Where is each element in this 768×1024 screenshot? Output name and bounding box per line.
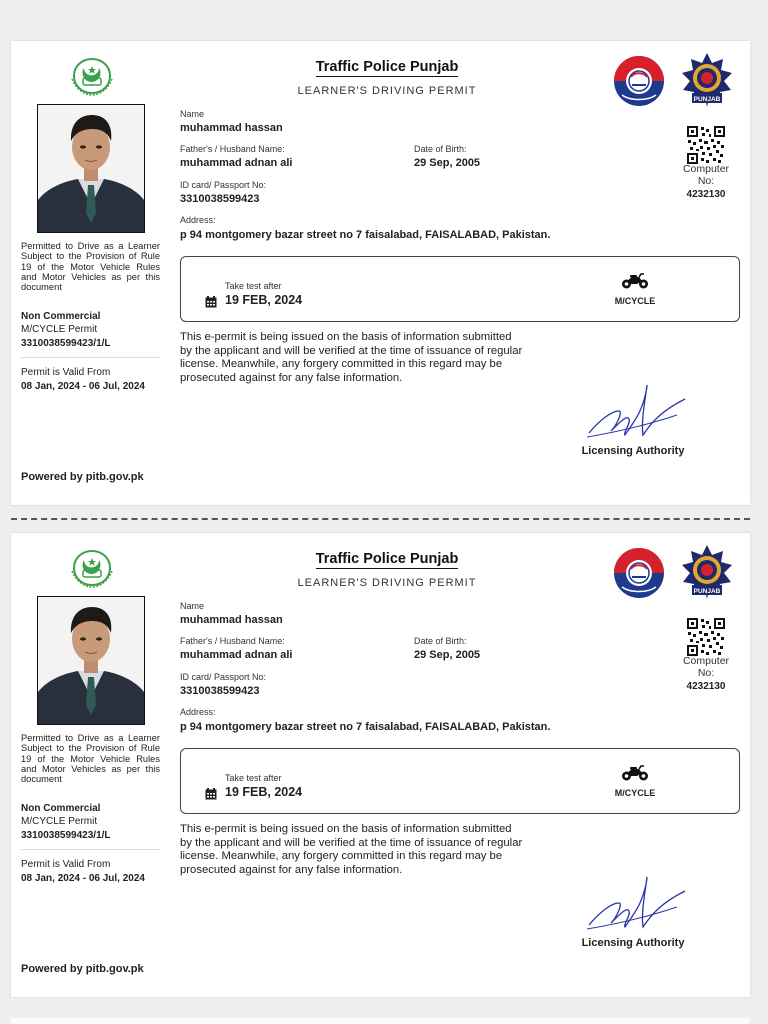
- punjab-police-logo-icon: [612, 55, 666, 107]
- vehicle-type: M/CYCLE: [614, 788, 656, 798]
- punjab-police-logo-icon: [612, 547, 666, 599]
- father-name-value: muhammad adnan ali: [180, 649, 293, 661]
- punjab-govt-logo-icon: [68, 57, 116, 97]
- permit-type: Non Commercial: [21, 803, 101, 814]
- address-value: p 94 montgomery bazar street no 7 faisalabad, FAISALABAD, Pakistan.: [180, 721, 551, 733]
- test-info-box: [180, 748, 740, 814]
- page-title: [287, 550, 487, 569]
- valid-label: Permit is Valid From: [21, 859, 111, 870]
- traffic-police-badge-icon: [679, 543, 735, 601]
- father-name-value: muhammad adnan ali: [180, 157, 293, 169]
- name-label: Name: [180, 601, 205, 611]
- page-title: [287, 58, 487, 77]
- licensing-authority-label: Licensing Authority: [581, 445, 685, 457]
- valid-dates: 08 Jan, 2024 - 06 Jul, 2024: [21, 873, 145, 884]
- valid-dates: 08 Jan, 2024 - 06 Jul, 2024: [21, 381, 145, 392]
- punjab-govt-logo-icon: [68, 549, 116, 589]
- licensing-authority-label: Licensing Authority: [581, 937, 685, 949]
- permit-card-top: [11, 41, 750, 505]
- dob-value: 29 Sep, 2005: [414, 649, 481, 661]
- valid-label: Permit is Valid From: [21, 367, 111, 378]
- permitted-text: Permitted to Drive as a Learner Subject to the Provision of Rule 19 of the Motor Vehicle Rules and Motor Vehicles as per this document: [21, 241, 160, 293]
- powered-by-link[interactable]: Powered by pitb.gov.pk: [21, 963, 144, 975]
- motorcycle-icon: [621, 764, 649, 782]
- powered-by-link[interactable]: Powered by pitb.gov.pk: [21, 471, 144, 483]
- computer-no-label: Computer No:: [682, 163, 730, 187]
- permit-notice: This e-permit is being issued on the basis of information submitted by the applicant and will be verified at the time of issuance of regular license. Meanwhile, any forgery committed in this regard may be prosecuted against for any false information.: [180, 331, 523, 385]
- test-label: Take test after: [225, 281, 282, 291]
- title-text: Traffic Police Punjab: [315, 59, 459, 75]
- father-name-label: Father's / Husband Name:: [180, 636, 285, 646]
- motorcycle-icon: [621, 272, 649, 290]
- dob-label: Date of Birth:: [414, 636, 467, 646]
- dob-value: 29 Sep, 2005: [414, 157, 481, 169]
- calendar-icon: [205, 296, 217, 308]
- qr-code[interactable]: [687, 618, 725, 656]
- id-card-value: 3310038599423: [180, 685, 260, 697]
- permit-number: 3310038599423/1/L: [21, 830, 111, 841]
- computer-no-value: 4232130: [686, 189, 726, 200]
- address-value: p 94 montgomery bazar street no 7 faisalabad, FAISALABAD, Pakistan.: [180, 229, 551, 241]
- name-label: Name: [180, 109, 205, 119]
- permit-subtitle: LEARNER'S DRIVING PERMIT: [297, 577, 477, 589]
- test-date: 19 FEB, 2024: [225, 785, 303, 799]
- traffic-police-badge-icon: [679, 51, 735, 109]
- next-page-edge: [11, 1018, 750, 1024]
- permit-card-bottom: [11, 533, 750, 997]
- name-value: muhammad hassan: [180, 614, 283, 626]
- applicant-photo: [37, 596, 145, 725]
- address-label: Address:: [180, 215, 216, 225]
- name-value: muhammad hassan: [180, 122, 283, 134]
- id-card-label: ID card/ Passport No:: [180, 672, 267, 682]
- qr-code[interactable]: [687, 126, 725, 164]
- permitted-text: Permitted to Drive as a Learner Subject to the Provision of Rule 19 of the Motor Vehicle Rules and Motor Vehicles as per this document: [21, 733, 160, 785]
- father-name-label: Father's / Husband Name:: [180, 144, 285, 154]
- permit-number: 3310038599423/1/L: [21, 338, 111, 349]
- cut-line-divider: [11, 518, 750, 520]
- applicant-photo: [37, 104, 145, 233]
- svg-text:PUNJAB: PUNJAB: [693, 588, 721, 595]
- address-label: Address:: [180, 707, 216, 717]
- authority-signature: [581, 873, 691, 935]
- permit-type: Non Commercial: [21, 311, 101, 322]
- test-info-box: [180, 256, 740, 322]
- permit-subtitle: LEARNER'S DRIVING PERMIT: [297, 85, 477, 97]
- side-divider: [21, 357, 160, 358]
- side-divider: [21, 849, 160, 850]
- vehicle-type: M/CYCLE: [614, 296, 656, 306]
- title-text: Traffic Police Punjab: [315, 551, 459, 567]
- permit-notice: This e-permit is being issued on the basis of information submitted by the applicant and will be verified at the time of issuance of regular license. Meanwhile, any forgery committed in this regard may be prosecuted against for any false information.: [180, 823, 523, 877]
- computer-no-value: 4232130: [686, 681, 726, 692]
- permit-category: M/CYCLE Permit: [21, 816, 98, 827]
- id-card-value: 3310038599423: [180, 193, 260, 205]
- authority-signature: [581, 381, 691, 443]
- test-label: Take test after: [225, 773, 282, 783]
- test-date: 19 FEB, 2024: [225, 293, 303, 307]
- calendar-icon: [205, 788, 217, 800]
- permit-category: M/CYCLE Permit: [21, 324, 98, 335]
- id-card-label: ID card/ Passport No:: [180, 180, 267, 190]
- svg-text:PUNJAB: PUNJAB: [693, 96, 721, 103]
- dob-label: Date of Birth:: [414, 144, 467, 154]
- computer-no-label: Computer No:: [682, 655, 730, 679]
